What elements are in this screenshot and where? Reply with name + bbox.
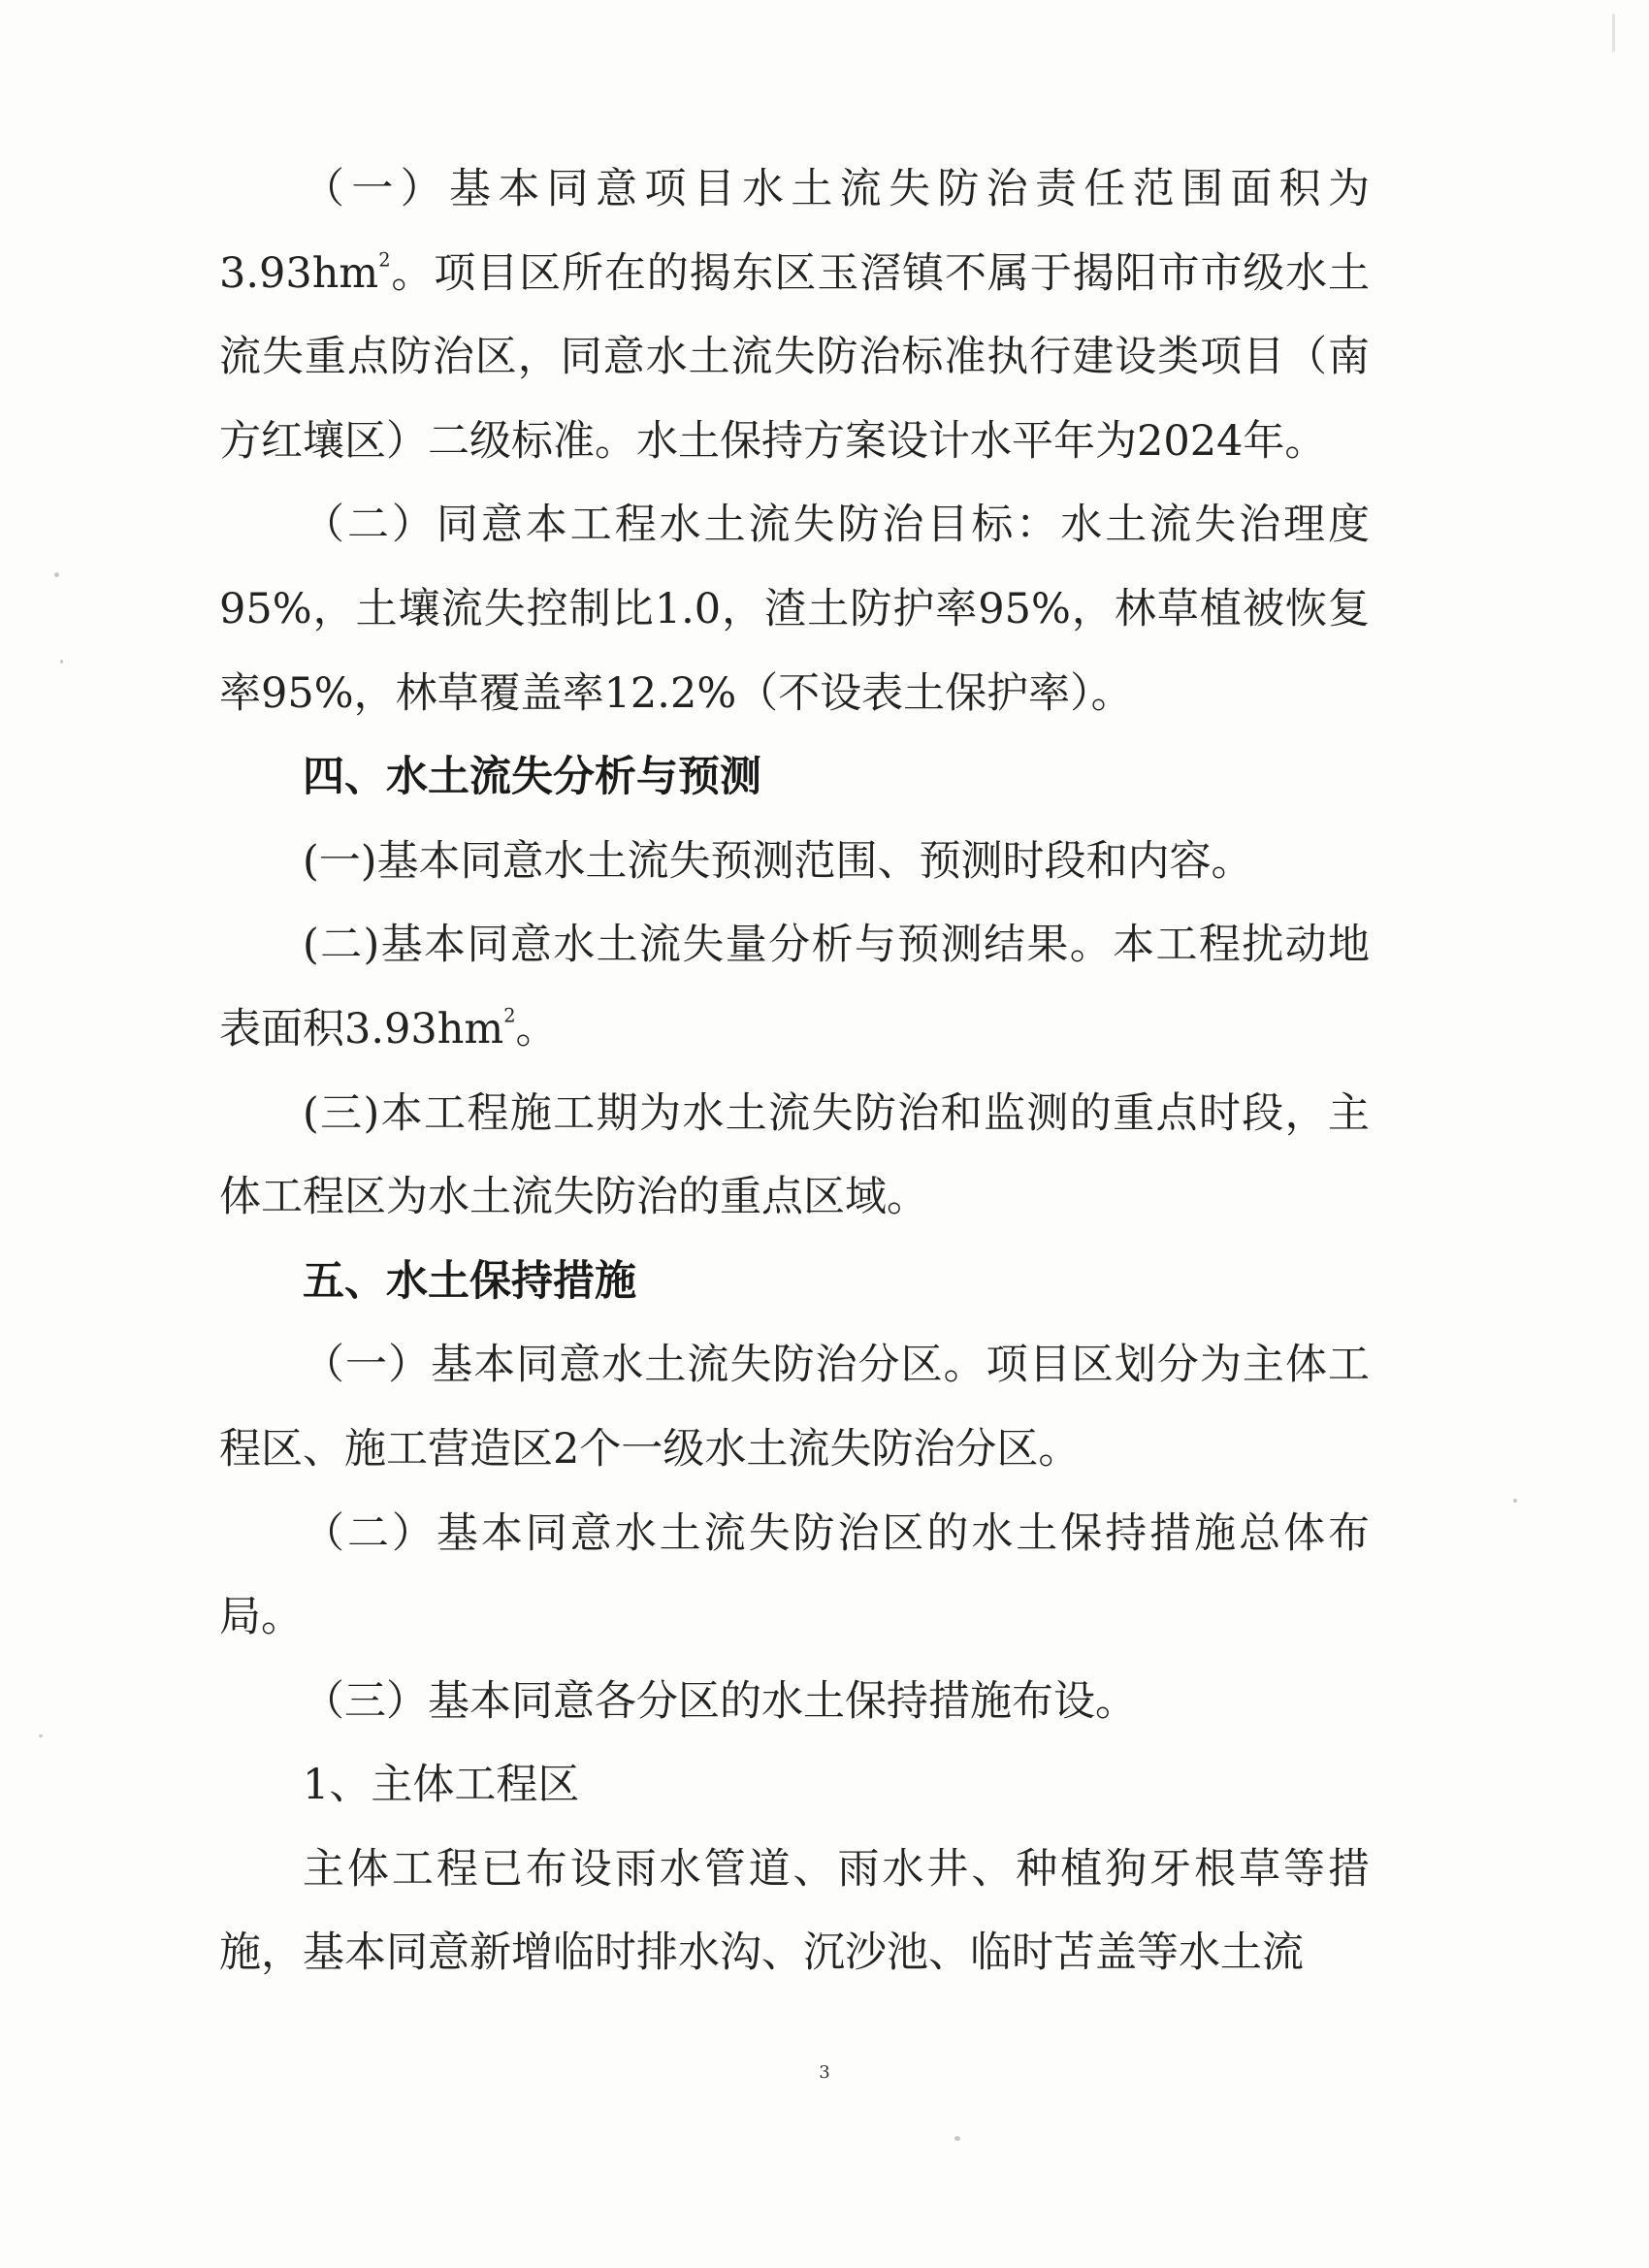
paragraph-zoning: （一）基本同意水土流失防治分区。项目区划分为主体工程区、施工营造区2个一级水土流失防治分区。 xyxy=(219,1341,1370,1474)
paragraph-main-works-measures: 主体工程已布设雨水管道、雨水井、种植狗牙根草等措施，基本同意新增临时排水沟、沉沙池、临时苫盖等水土流 xyxy=(219,1844,1370,1978)
paragraph-overall-layout: （二）基本同意水土流失防治区的水土保持措施总体布局。 xyxy=(219,1508,1370,1642)
document-body xyxy=(219,147,1370,1995)
scan-speck xyxy=(1513,1499,1517,1503)
paragraph-control-targets: （二）同意本工程水土流失防治目标：水土流失治理度95%，土壤流失控制比1.0，渣土防护率95%，林草植被恢复率95%，林草覆盖率12.2%（不设表土保护率）。 xyxy=(219,501,1370,718)
scan-speck xyxy=(954,2136,960,2141)
paragraph-prediction-result: (二)基本同意水土流失量分析与预测结果。本工程扰动地表面积$3.93hm^2$。 xyxy=(219,921,1370,1053)
paragraph-key-period: (三)本工程施工期为水土流失防治和监测的重点时段，主体工程区为水土流失防治的重点区域。 xyxy=(219,1088,1370,1222)
page-number: 3 xyxy=(819,2062,830,2083)
scan-speck xyxy=(54,572,59,577)
scan-speck xyxy=(39,1734,43,1737)
paragraph-zone-measures: （三）基本同意各分区的水土保持措施布设。 xyxy=(303,1676,1137,1726)
subheading-main-works: 1、主体工程区 xyxy=(303,1761,580,1810)
paragraph-responsibility-scope: （一）基本同意项目水土流失防治责任范围面积为$3.93hm^2$。项目区所在的揭东区玉滘镇不属于揭阳市市级水土流失重点防治区，同意水土流失防治标准执行建设类项目（南方红壤区）二级标准。水土保持方案设计水平年为2024年。 xyxy=(219,165,1370,466)
section-heading-analysis: 四、水土流失分析与预测 xyxy=(303,753,761,802)
paragraph-prediction-scope: (一)基本同意水土流失预测范围、预测时段和内容。 xyxy=(303,836,1253,886)
section-heading-measures: 五、水土保持措施 xyxy=(303,1256,636,1306)
scan-speck xyxy=(1612,14,1615,52)
scan-speck xyxy=(60,660,63,664)
